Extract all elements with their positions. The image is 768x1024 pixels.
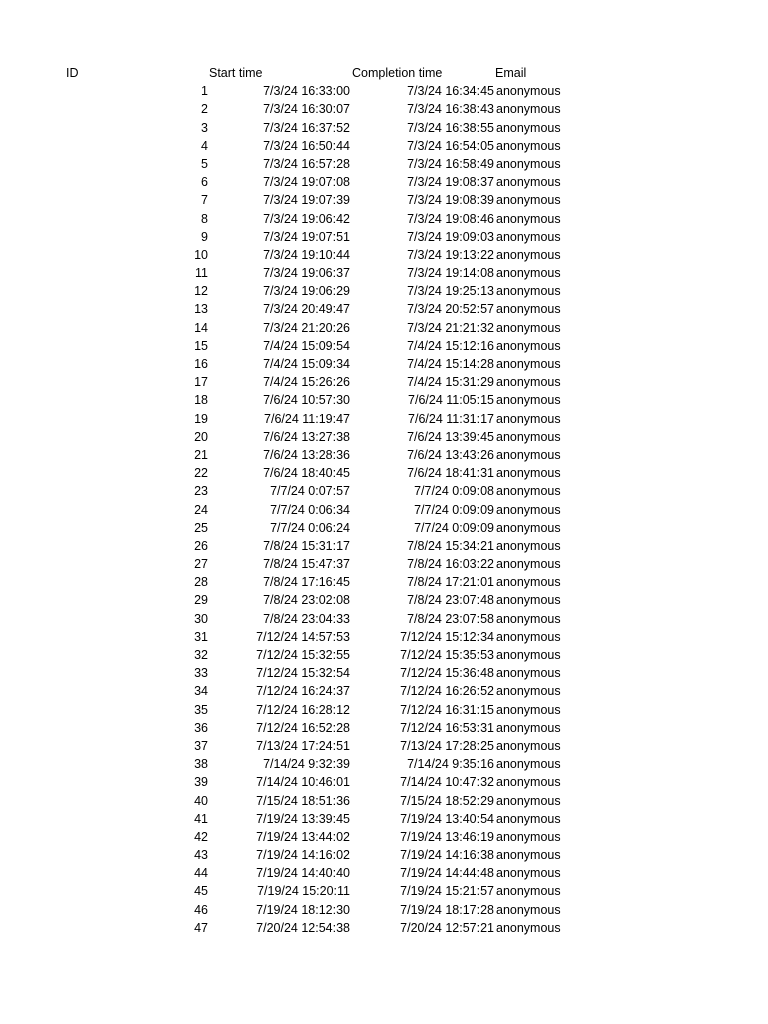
id-cell: 31 [194,629,208,644]
start-time-cell: 7/3/24 16:57:28 [263,156,350,171]
completion-time-cell: 7/3/24 19:09:03 [407,229,494,244]
email-cell: anonymous [496,211,561,226]
completion-time-cell: 7/20/24 12:57:21 [400,920,494,935]
email-cell: anonymous [496,666,561,681]
completion-time-cell: 7/14/24 10:47:32 [400,775,494,790]
start-time-cell: 7/3/24 19:07:51 [263,229,350,244]
table-row [0,664,768,682]
start-time-cell: 7/12/24 14:57:53 [256,629,350,644]
id-cell: 15 [194,338,208,353]
start-time-cell: 7/12/24 15:32:55 [256,648,350,662]
id-cell: 12 [194,284,208,299]
table-row [0,173,768,191]
table-row [0,337,768,355]
id-cell: 30 [194,611,208,626]
table-row [0,501,768,519]
email-cell: anonymous [496,284,561,299]
id-cell: 6 [201,175,208,190]
email-cell: anonymous [496,684,561,699]
email-cell: anonymous [496,520,561,535]
completion-time-cell: 7/6/24 18:41:31 [407,466,494,481]
completion-time-cell: 7/12/24 15:12:34 [400,629,494,644]
completion-time-cell: 7/4/24 15:12:16 [407,338,494,353]
completion-time-cell: 7/6/24 11:05:15 [408,393,494,408]
id-cell: 32 [194,648,208,662]
start-time-cell: 7/3/24 19:06:29 [263,284,350,299]
id-cell: 42 [194,829,208,844]
id-cell: 18 [194,393,208,408]
completion-time-cell: 7/7/24 0:09:09 [414,520,494,535]
email-cell: anonymous [496,247,561,262]
completion-time-cell: 7/6/24 13:39:45 [407,429,494,444]
start-time-cell: 7/3/24 19:10:44 [263,247,350,262]
id-cell: 27 [194,557,208,572]
table-row [0,610,768,628]
id-cell: 43 [194,848,208,863]
email-cell: anonymous [496,411,561,426]
completion-time-cell: 7/19/24 13:46:19 [400,829,494,844]
start-time-cell: 7/4/24 15:09:34 [263,357,350,371]
id-cell: 47 [194,920,208,935]
table-row [0,428,768,446]
header-id: ID [66,66,79,80]
email-cell: anonymous [496,338,561,353]
completion-time-cell: 7/3/24 16:58:49 [407,156,494,171]
email-cell: anonymous [496,866,561,881]
header-email: Email [495,66,527,80]
start-time-cell: 7/19/24 15:20:11 [257,884,350,899]
start-time-cell: 7/6/24 10:57:30 [263,393,350,408]
table-row [0,319,768,337]
completion-time-cell: 7/6/24 11:31:17 [408,411,494,426]
table-row [0,246,768,264]
completion-time-cell: 7/12/24 15:36:48 [400,666,494,681]
start-time-cell: 7/7/24 0:06:24 [270,520,350,535]
email-cell: anonymous [496,156,561,171]
start-time-cell: 7/3/24 21:20:26 [263,320,350,335]
id-cell: 36 [194,720,208,735]
id-cell: 38 [194,757,208,772]
email-cell: anonymous [496,848,561,863]
completion-time-cell: 7/7/24 0:09:09 [414,502,494,517]
table-row [0,137,768,155]
id-cell: 37 [194,738,208,753]
completion-time-cell: 7/3/24 19:08:39 [407,193,494,208]
completion-time-cell: 7/3/24 16:38:43 [407,102,494,117]
email-cell: anonymous [496,611,561,626]
header-row [0,64,768,82]
id-cell: 3 [201,120,208,135]
completion-time-cell: 7/4/24 15:31:29 [407,375,494,390]
completion-time-cell: 7/3/24 16:54:05 [407,138,494,153]
start-time-cell: 7/8/24 23:02:08 [263,593,350,608]
completion-time-cell: 7/8/24 23:07:48 [407,593,494,608]
email-cell: anonymous [496,229,561,244]
start-time-cell: 7/6/24 13:27:38 [263,429,350,444]
start-time-cell: 7/3/24 16:33:00 [263,84,350,99]
start-time-cell: 7/3/24 16:37:52 [263,120,350,135]
id-cell: 39 [194,775,208,790]
start-time-cell: 7/3/24 19:07:08 [263,175,350,190]
id-cell: 17 [194,375,208,390]
start-time-cell: 7/19/24 14:16:02 [256,848,350,863]
completion-time-cell: 7/19/24 13:40:54 [400,811,494,826]
table-row [0,555,768,573]
email-cell: anonymous [496,775,561,790]
start-time-cell: 7/8/24 23:04:33 [263,611,350,626]
table-row [0,410,768,428]
table-row [0,646,768,664]
completion-time-cell: 7/4/24 15:14:28 [407,357,494,371]
table-row [0,919,768,937]
id-cell: 46 [194,902,208,917]
table-row [0,846,768,864]
start-time-cell: 7/3/24 16:50:44 [263,138,350,153]
completion-time-cell: 7/8/24 17:21:01 [407,575,494,590]
completion-time-cell: 7/3/24 19:14:08 [407,266,494,281]
table-row [0,591,768,609]
start-time-cell: 7/3/24 19:06:42 [263,211,350,226]
email-cell: anonymous [496,702,561,717]
completion-time-cell: 7/14/24 9:35:16 [407,757,494,772]
table-row [0,864,768,882]
start-time-cell: 7/8/24 17:16:45 [263,575,350,590]
table-row [0,755,768,773]
start-time-cell: 7/4/24 15:09:54 [263,338,350,353]
email-cell: anonymous [496,357,561,371]
table-row [0,100,768,118]
table-row [0,373,768,391]
id-cell: 14 [194,320,208,335]
completion-time-cell: 7/19/24 14:44:48 [400,866,494,881]
start-time-cell: 7/13/24 17:24:51 [256,738,350,753]
completion-time-cell: 7/13/24 17:28:25 [400,738,494,753]
table-row [0,882,768,900]
email-cell: anonymous [496,884,561,899]
table-row [0,155,768,173]
email-cell: anonymous [496,102,561,117]
table-row [0,519,768,537]
email-cell: anonymous [496,920,561,935]
start-time-cell: 7/12/24 16:28:12 [256,702,350,717]
completion-time-cell: 7/3/24 20:52:57 [407,302,494,317]
email-cell: anonymous [496,84,561,99]
start-time-cell: 7/19/24 14:40:40 [256,866,350,881]
completion-time-cell: 7/15/24 18:52:29 [400,793,494,808]
table-row [0,719,768,737]
id-cell: 4 [201,138,208,153]
completion-time-cell: 7/7/24 0:09:08 [414,484,494,499]
completion-time-cell: 7/12/24 16:31:15 [400,702,494,717]
email-cell: anonymous [496,629,561,644]
completion-time-cell: 7/8/24 23:07:58 [407,611,494,626]
email-cell: anonymous [496,466,561,481]
email-cell: anonymous [496,757,561,772]
start-time-cell: 7/12/24 15:32:54 [256,666,350,681]
id-cell: 33 [194,666,208,681]
email-cell: anonymous [496,484,561,499]
id-cell: 35 [194,702,208,717]
id-cell: 16 [194,357,208,371]
table-row [0,391,768,409]
start-time-cell: 7/6/24 13:28:36 [263,447,350,462]
id-cell: 7 [201,193,208,208]
start-time-cell: 7/8/24 15:47:37 [263,557,350,572]
start-time-cell: 7/3/24 20:49:47 [263,302,350,317]
start-time-cell: 7/20/24 12:54:38 [256,920,350,935]
table-row [0,210,768,228]
start-time-cell: 7/12/24 16:52:28 [256,720,350,735]
completion-time-cell: 7/3/24 21:21:32 [407,320,494,335]
table-row [0,228,768,246]
table-row [0,282,768,300]
email-cell: anonymous [496,375,561,390]
email-cell: anonymous [496,557,561,572]
start-time-cell: 7/6/24 18:40:45 [263,466,350,481]
start-time-cell: 7/3/24 19:06:37 [263,266,350,281]
email-cell: anonymous [496,302,561,317]
table-row [0,737,768,755]
start-time-cell: 7/3/24 16:30:07 [263,102,350,117]
header-start-time: Start time [209,66,263,80]
id-cell: 40 [194,793,208,808]
start-time-cell: 7/6/24 11:19:47 [264,411,350,426]
id-cell: 34 [194,684,208,699]
table-row [0,628,768,646]
table-row [0,355,768,373]
completion-time-cell: 7/8/24 15:34:21 [407,538,494,553]
id-cell: 26 [194,538,208,553]
completion-time-cell: 7/19/24 15:21:57 [400,884,494,899]
start-time-cell: 7/8/24 15:31:17 [263,538,350,553]
completion-time-cell: 7/12/24 15:35:53 [400,648,494,662]
id-cell: 21 [194,447,208,462]
completion-time-cell: 7/12/24 16:53:31 [400,720,494,735]
completion-time-cell: 7/3/24 19:25:13 [407,284,494,299]
id-cell: 11 [195,266,208,281]
email-cell: anonymous [496,175,561,190]
email-cell: anonymous [496,593,561,608]
start-time-cell: 7/15/24 18:51:36 [256,793,350,808]
start-time-cell: 7/14/24 9:32:39 [263,757,350,772]
email-cell: anonymous [496,447,561,462]
table-row [0,537,768,555]
id-cell: 22 [194,466,208,481]
table-row [0,682,768,700]
start-time-cell: 7/3/24 19:07:39 [263,193,350,208]
table-row [0,446,768,464]
email-cell: anonymous [496,138,561,153]
email-cell: anonymous [496,811,561,826]
start-time-cell: 7/7/24 0:06:34 [270,502,350,517]
email-cell: anonymous [496,429,561,444]
id-cell: 29 [194,593,208,608]
id-cell: 23 [194,484,208,499]
id-cell: 8 [201,211,208,226]
start-time-cell: 7/19/24 13:39:45 [256,811,350,826]
email-cell: anonymous [496,320,561,335]
table-row [0,119,768,137]
email-cell: anonymous [496,738,561,753]
completion-time-cell: 7/3/24 16:34:45 [407,84,494,99]
table-body [0,82,768,937]
email-cell: anonymous [496,502,561,517]
completion-time-cell: 7/12/24 16:26:52 [400,684,494,699]
completion-time-cell: 7/3/24 19:08:46 [407,211,494,226]
completion-time-cell: 7/3/24 19:08:37 [407,175,494,190]
email-cell: anonymous [496,829,561,844]
id-cell: 1 [201,84,208,99]
table-row [0,773,768,791]
completion-time-cell: 7/19/24 18:17:28 [400,902,494,917]
table-row [0,701,768,719]
completion-time-cell: 7/19/24 14:16:38 [400,848,494,863]
start-time-cell: 7/7/24 0:07:57 [270,484,350,499]
email-cell: anonymous [496,538,561,553]
table-row [0,792,768,810]
table-row [0,573,768,591]
table-row [0,300,768,318]
id-cell: 45 [194,884,208,899]
email-cell: anonymous [496,120,561,135]
email-cell: anonymous [496,575,561,590]
completion-time-cell: 7/6/24 13:43:26 [407,447,494,462]
id-cell: 28 [194,575,208,590]
email-cell: anonymous [496,193,561,208]
start-time-cell: 7/14/24 10:46:01 [256,775,350,790]
table-row [0,191,768,209]
id-cell: 44 [194,866,208,881]
id-cell: 9 [201,229,208,244]
table-row [0,810,768,828]
start-time-cell: 7/19/24 18:12:30 [256,902,350,917]
email-cell: anonymous [496,793,561,808]
id-cell: 10 [194,247,208,262]
id-cell: 41 [194,811,208,826]
email-cell: anonymous [496,902,561,917]
table-row [0,482,768,500]
table-row [0,901,768,919]
email-cell: anonymous [496,393,561,408]
id-cell: 19 [194,411,208,426]
email-cell: anonymous [496,720,561,735]
id-cell: 5 [201,156,208,171]
id-cell: 13 [194,302,208,317]
table-row [0,82,768,100]
id-cell: 24 [194,502,208,517]
completion-time-cell: 7/3/24 19:13:22 [407,247,494,262]
email-cell: anonymous [496,266,561,281]
id-cell: 2 [201,102,208,117]
id-cell: 25 [194,520,208,535]
start-time-cell: 7/12/24 16:24:37 [256,684,350,699]
start-time-cell: 7/4/24 15:26:26 [263,375,350,390]
header-completion-time: Completion time [352,66,443,80]
completion-time-cell: 7/3/24 16:38:55 [407,120,494,135]
email-cell: anonymous [496,648,561,662]
id-cell: 20 [194,429,208,444]
table-row [0,828,768,846]
table-row [0,264,768,282]
table-row [0,464,768,482]
spreadsheet [0,64,768,937]
start-time-cell: 7/19/24 13:44:02 [256,829,350,844]
completion-time-cell: 7/8/24 16:03:22 [407,557,494,572]
